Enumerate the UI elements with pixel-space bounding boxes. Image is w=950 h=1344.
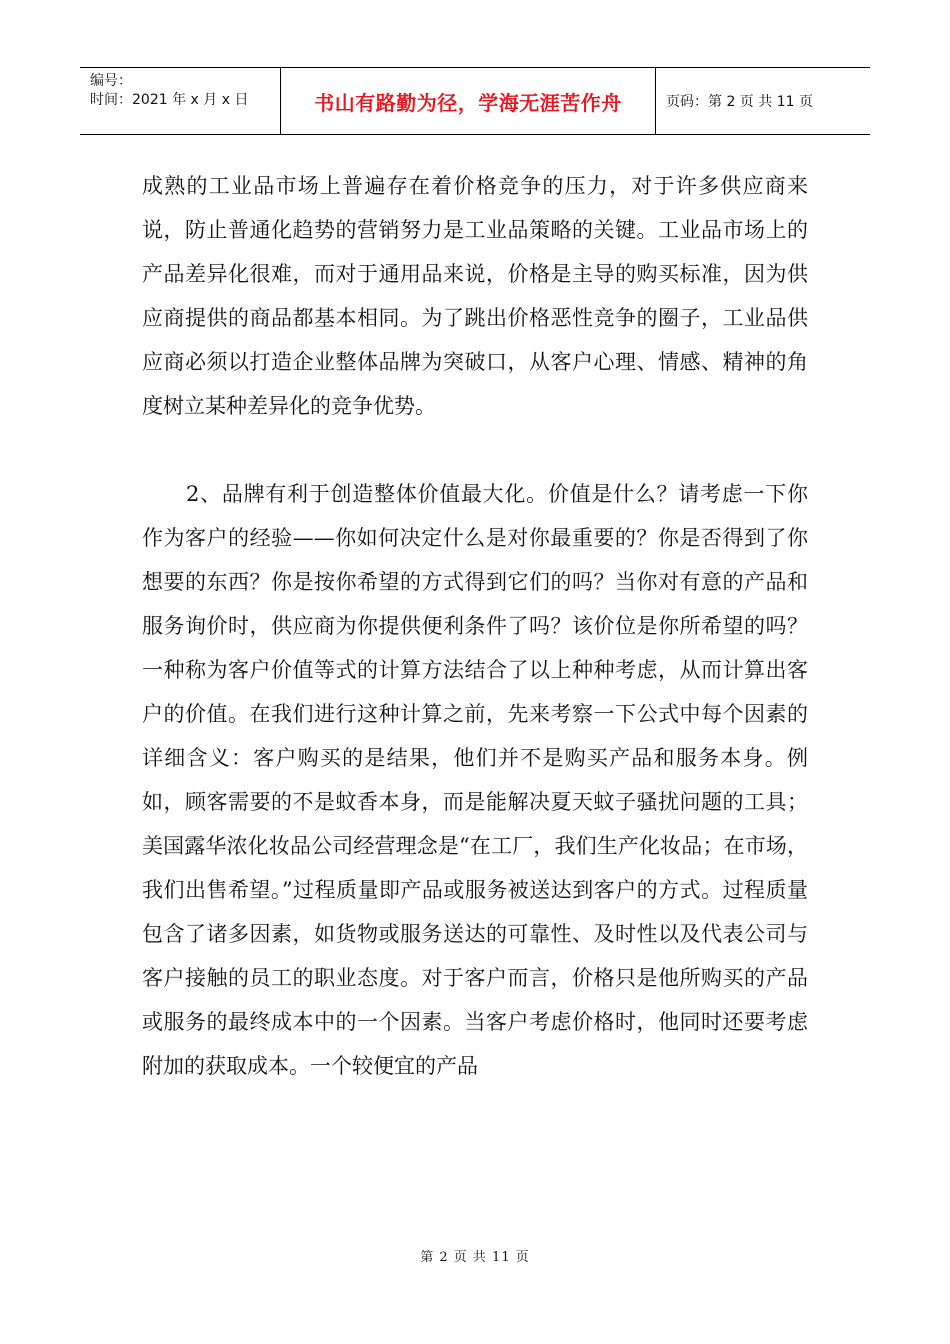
document-body: [142, 164, 808, 1088]
header-page-number: 页码：第 2 页 共 11 页: [666, 94, 813, 110]
paragraph-price-competition: 成熟的工业品市场上普遍存在着价格竞争的压力，对于许多供应商来说，防止普通化趋势的营销努力是工业品策略的关键。工业品市场上的产品差异化很难，而对于通用品来说，价格是主导的购买标准，因为供应商提供的商品都基本相同。为了跳出价格恶性竞争的圈子，工业品供应商必须以打造企业整体品牌为突破口，从客户心理、情感、精神的角度树立某种差异化的竞争优势。: [142, 174, 808, 418]
page-header: [80, 67, 870, 135]
document-date-label: 时间：2021 年 x 月 x 日: [90, 92, 249, 108]
document-number-label: 编号：: [90, 73, 132, 89]
page-footer: 第 2 页 共 11 页: [420, 1250, 530, 1265]
paragraph-brand-value: 2、品牌有利于创造整体价值最大化。价值是什么？请考虑一下你作为客户的经验——你如何决定什么是对你最重要的？你是否得到了你想要的东西？你是按你希望的方式得到它们的吗？当你对有意的产品和服务询价时，供应商为你提供便利条件了吗？该价位是你所希望的吗？一种称为客户价值等式的计算方法结合了以上种种考虑，从而计算出客户的价值。在我们进行这种计算之前，先来考察一下公式中每个因素的详细含义：客户购买的是结果，他们并不是购买产品和服务本身。例如，顾客需要的不是蚊香本身，而是能解决夏天蚊子骚扰问题的工具；美国露华浓化妆品公司经营理念是“在工厂，我们生产化妆品；在市场，我们出售希望。”过程质量即产品或服务被送达到客户的方式。过程质量包含了诸多因素，如货物或服务送达的可靠性、及时性以及代表公司与客户接触的员工的职业态度。对于客户而言，价格只是他所购买的产品或服务的最终成本中的一个因素。当客户考虑价格时，他同时还要考虑附加的获取成本。一个较便宜的产品: [142, 482, 808, 1078]
header-motto: 书山有路勤为径，学海无涯苦作舟: [281, 68, 656, 134]
paragraph-spacer: [142, 428, 808, 472]
header-meta: [80, 68, 281, 134]
